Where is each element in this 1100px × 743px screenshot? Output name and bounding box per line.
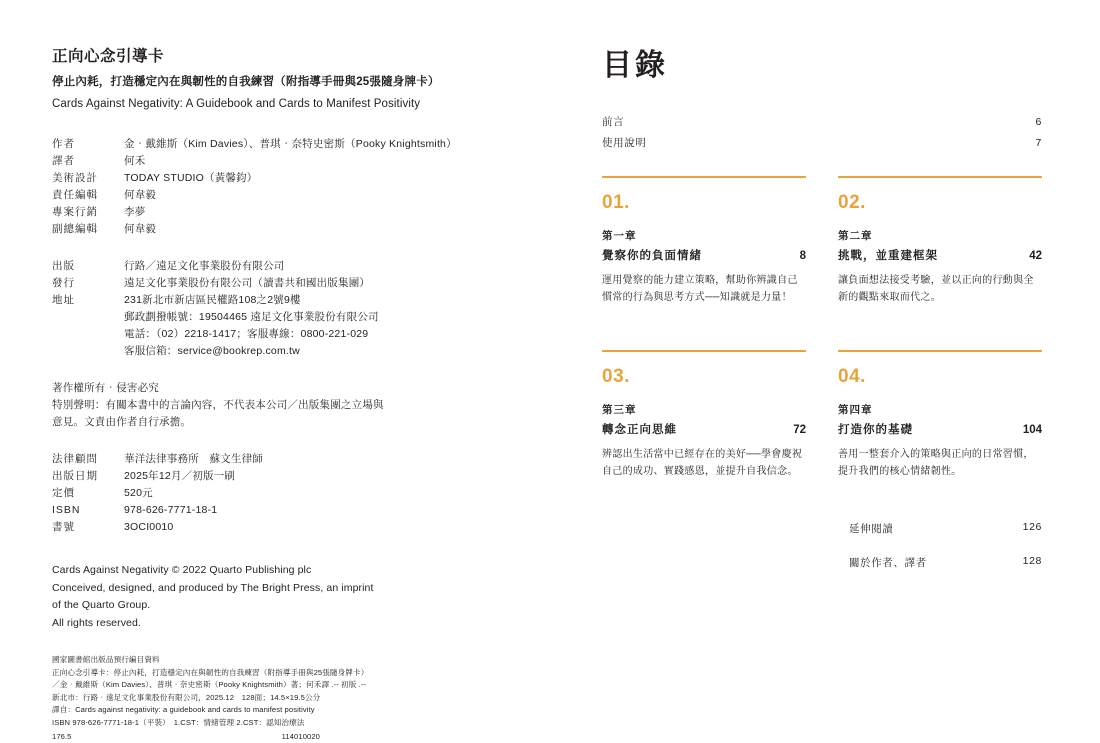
credit-label: 責任編輯 <box>52 189 98 201</box>
publisher-value: 電話：（02）2218-1417；客服專線：0800-221-029 <box>124 328 369 340</box>
publisher-label: 發行 <box>52 277 75 289</box>
chapter-title: 覺察你的負面情緒 <box>602 250 702 262</box>
legal-value: 華洋法律事務所 蘇文生律師 <box>124 453 264 465</box>
chapter-number: 04. <box>838 366 866 387</box>
english-copyright-line: Cards Against Negativity © 2022 Quarto Publishing plc <box>52 564 312 576</box>
credit-label: 專案行銷 <box>52 206 98 218</box>
credit-row <box>52 136 510 153</box>
publisher-value: 客服信箱：service@bookrep.com.tw <box>124 345 300 357</box>
cip-block <box>52 654 510 743</box>
legal-block <box>52 451 510 536</box>
toc-entry-label: 延伸閱讀 <box>849 523 894 535</box>
credit-label: 副總編輯 <box>52 223 98 235</box>
credits-block <box>52 136 510 238</box>
legal-row <box>52 519 510 536</box>
publisher-label <box>52 309 124 326</box>
publisher-row <box>52 343 510 360</box>
credit-label: 譯者 <box>52 155 75 167</box>
rights-line: 著作權所有‧侵害必究 <box>52 382 159 394</box>
chapter-page: 8 <box>799 250 806 262</box>
legal-row <box>52 485 510 502</box>
chapter-description: 辨認出生活當中已經存在的美好──學會慶祝自己的成功、實踐感恩，並提升自我信念。 <box>602 449 803 477</box>
legal-label: 法律顧問 <box>52 453 98 465</box>
legal-value: 2025年12月／初版一刷 <box>124 470 236 482</box>
credit-value: TODAY STUDIO（黃馨鈞） <box>124 172 258 184</box>
book-subtitle: 停止內耗，打造穩定內在與韌性的自我練習（附指導手冊與25張隨身牌卡） <box>52 76 440 88</box>
chapter-kicker: 第一章 <box>602 230 637 242</box>
chapter-title-row <box>602 421 806 437</box>
publisher-row <box>52 275 510 292</box>
credit-value: 金‧戴維斯（Kim Davies）、普琪‧奈特史密斯（Pooky Knightsmith） <box>124 138 457 150</box>
cip-codes <box>52 731 320 743</box>
chapter-title-row <box>838 421 1042 437</box>
publisher-label: 出版 <box>52 260 75 272</box>
cip-line: ／金‧戴維斯（Kim Davies）、普琪‧奈史密斯（Pooky Knightsmith）著；何禾譯 .-- 初版 .-- <box>52 680 367 690</box>
page-title: 目錄 <box>602 49 668 82</box>
back-matter-list <box>849 521 1042 589</box>
publisher-value: 231新北市新店區民權路108之2號9樓 <box>124 294 301 306</box>
publisher-value: 遠足文化事業股份有限公司（讀書共和國出版集團） <box>124 277 371 289</box>
toc-entry-page: 126 <box>1022 521 1042 533</box>
credit-label: 美術設計 <box>52 172 98 184</box>
toc-entry-page: 128 <box>1022 555 1042 567</box>
chapter-entry-02[interactable] <box>838 176 1042 306</box>
credit-value: 何韋毅 <box>124 223 157 235</box>
cip-line: 新北市：行路‧遠足文化事業股份有限公司，2025.12 128面；14.5×19.5公分 <box>52 692 321 702</box>
legal-row <box>52 451 510 468</box>
chapter-kicker: 第四章 <box>838 404 873 416</box>
chapter-description: 善用一整套介入的策略與正向的日常習慣，提升我們的核心情緒韌性。 <box>838 449 1034 477</box>
publisher-row <box>52 309 510 326</box>
toc-entry-label: 使用說明 <box>602 137 647 149</box>
legal-value: 978-626-7771-18-1 <box>124 504 218 516</box>
credit-value: 何韋毅 <box>124 189 157 201</box>
chapter-page: 72 <box>793 424 806 436</box>
toc-entry-back[interactable] <box>849 521 1042 536</box>
publisher-row <box>52 292 510 309</box>
chapter-title: 轉念正向思維 <box>602 424 677 436</box>
credit-label: 作者 <box>52 138 75 150</box>
cip-line: 國家圖書館出版品預行編目資料 <box>52 655 160 664</box>
legal-label: ISBN <box>52 504 81 516</box>
publisher-block <box>52 258 510 360</box>
credit-value: 何禾 <box>124 155 146 167</box>
chapter-number: 01. <box>602 192 630 213</box>
legal-value: 3OCI0010 <box>124 521 174 533</box>
chapter-kicker: 第二章 <box>838 230 873 242</box>
legal-row <box>52 502 510 519</box>
credit-value: 李夢 <box>124 206 146 218</box>
chapter-grid <box>602 176 1042 524</box>
english-copyright-line: All rights reserved. <box>52 616 141 629</box>
cip-line: ISBN 978-626-7771-18-1（平裝） 1.CST：情緒管理 2.CST：認知治療法 <box>52 717 305 727</box>
chapter-description: 運用覺察的能力建立策略，幫助你辨識自己慣常的行為與思考方式──知識就是力量！ <box>602 275 798 303</box>
english-copyright-block <box>52 562 510 632</box>
cip-line: 譯自：Cards against negativity: a guidebook and cards to manifest positivity <box>52 705 315 715</box>
chapter-entry-03[interactable] <box>602 350 806 480</box>
toc-entry-page: 6 <box>1035 116 1042 128</box>
english-copyright-line: Conceived, designed, and produced by The Bright Press, an imprint <box>52 581 374 594</box>
legal-row <box>52 468 510 485</box>
toc-page <box>550 0 1100 739</box>
publisher-row <box>52 258 510 275</box>
toc-entry-back[interactable] <box>849 555 1042 570</box>
publisher-row <box>52 326 510 343</box>
rights-block <box>52 380 510 431</box>
front-matter-list <box>602 112 1042 154</box>
chapter-page: 42 <box>1029 250 1042 262</box>
cip-line: 正向心念引導卡：停止內耗，打造穩定內在與韌性的自我練習（附指導手冊與25張隨身牌卡） <box>52 667 369 677</box>
chapter-title: 打造你的基礎 <box>838 424 913 436</box>
english-copyright-line: of the Quarto Group. <box>52 599 151 611</box>
chapter-description: 讓負面想法接受考驗，並以正向的行動與全新的觀點來取而代之。 <box>838 275 1034 303</box>
publisher-label <box>52 326 124 343</box>
toc-entry-label: 關於作者、譯者 <box>849 557 927 569</box>
chapter-number: 03. <box>602 366 630 387</box>
book-english-title: Cards Against Negativity: A Guidebook and Cards to Manifest Positivity <box>52 98 421 110</box>
toc-entry-front[interactable] <box>602 133 1042 154</box>
toc-entry-front[interactable] <box>602 112 1042 133</box>
publisher-value: 行路／遠足文化事業股份有限公司 <box>124 260 285 272</box>
chapter-page: 104 <box>1022 424 1042 436</box>
credit-row <box>52 187 510 204</box>
legal-value: 520元 <box>124 487 153 499</box>
toc-entry-page: 7 <box>1035 137 1042 149</box>
chapter-entry-04[interactable] <box>838 350 1042 480</box>
rights-line: 特別聲明：有關本書中的言論內容，不代表本公司／出版集團之立場與 <box>52 399 384 411</box>
cip-code-right: 114010020 <box>281 731 320 741</box>
publisher-label <box>52 343 124 360</box>
publisher-label: 地址 <box>52 294 75 306</box>
chapter-title-row <box>602 247 806 263</box>
legal-label: 書號 <box>52 521 75 533</box>
colophon-page <box>0 0 550 739</box>
credit-row <box>52 170 510 187</box>
chapter-number: 02. <box>838 192 866 213</box>
rights-line: 意見。文責由作者自行承擔。 <box>52 416 192 428</box>
toc-entry-label: 前言 <box>602 116 625 128</box>
chapter-title-row <box>838 247 1042 263</box>
chapter-entry-01[interactable] <box>602 176 806 306</box>
chapter-kicker: 第三章 <box>602 404 637 416</box>
credit-row <box>52 153 510 170</box>
cip-code-left: 176.5 <box>52 731 72 741</box>
publisher-value: 郵政劃撥帳號：19504465 遠足文化事業股份有限公司 <box>124 311 379 323</box>
chapter-title: 挑戰，並重建框架 <box>838 250 938 262</box>
legal-label: 定價 <box>52 487 75 499</box>
legal-label: 出版日期 <box>52 470 98 482</box>
book-title: 正向心念引導卡 <box>52 48 165 65</box>
credit-row <box>52 221 510 238</box>
credit-row <box>52 204 510 221</box>
